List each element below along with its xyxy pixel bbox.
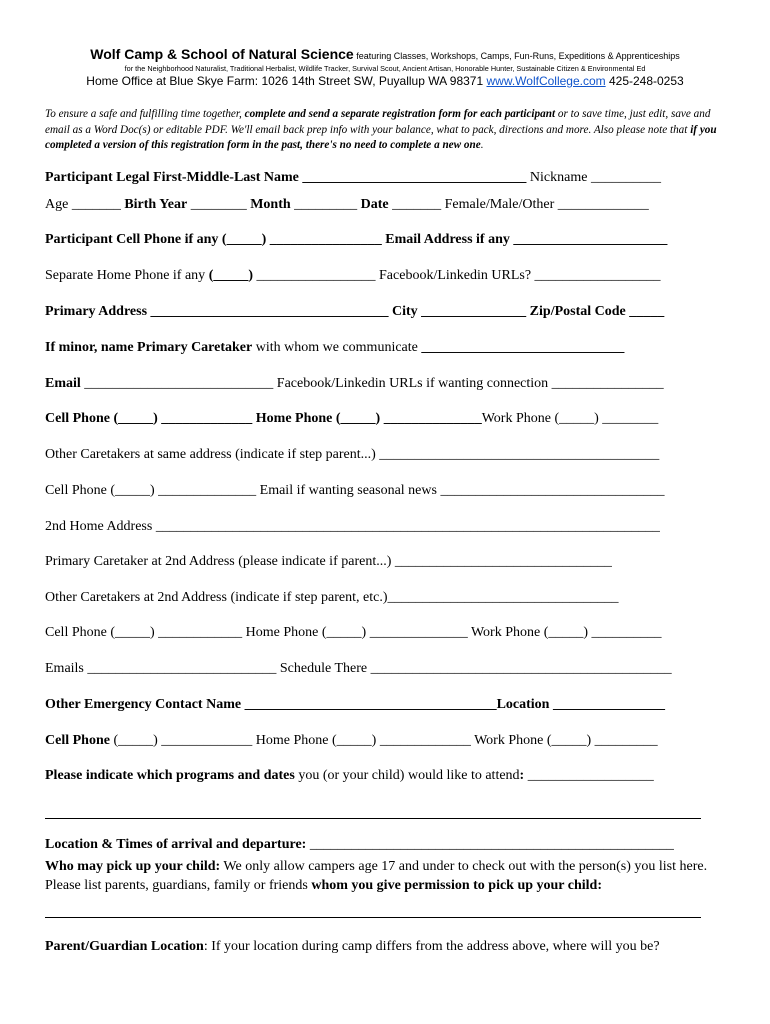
participant-name-row[interactable] (45, 170, 661, 186)
org-subtitle: for the Neighborhood Naturalist, Traditional Herbalist, Wildlife Tracker, Survival Scout, Ancient Artisan, Honorable Hunter, Sustainable Citizen & Environmental Ed (124, 64, 646, 73)
arrival-departure-row[interactable] (45, 837, 674, 853)
primary-address-field[interactable]: Primary Address __________________________________ City _______________ Zip/Postal Code _____ (45, 304, 665, 319)
caretaker-email-social-field[interactable]: ___________________________ Facebook/Linkedin URLs if wanting connection ________________ (80, 376, 664, 391)
arrival-departure-label: Location & Times of arrival and departure: (45, 837, 307, 852)
emergency-phones-row[interactable] (45, 733, 658, 749)
programs-text: you (or your child) would like to attend (294, 768, 520, 783)
date-label: Date (360, 197, 389, 212)
org-name: Wolf Camp & School of Natural Science (90, 46, 354, 62)
primary-address-row[interactable] (45, 304, 664, 320)
programs-continuation-line[interactable] (45, 818, 701, 819)
parent-location-question: If your location during camp differs from the address above, where will you be? (207, 939, 660, 954)
programs-colon: : (519, 768, 525, 783)
website-link[interactable]: www.WolfCollege.com (486, 74, 606, 88)
age-birth-row[interactable] (45, 197, 649, 213)
office-address: Home Office at Blue Skye Farm: 1026 14th Street SW, Puyallup WA 98371 (86, 74, 487, 88)
second-home-address-row[interactable]: 2nd Home Address ________________________________________________________________________ (45, 519, 660, 534)
month-field[interactable]: _________ (290, 197, 361, 212)
month-label: Month (250, 197, 291, 212)
parent-location-row (45, 939, 660, 955)
other-caretakers-contact-row[interactable]: Cell Phone (_____) ______________ Email if wanting seasonal news ________________________________ (45, 483, 665, 498)
date-gender-field[interactable]: _______ Female/Male/Other _____________ (388, 197, 649, 212)
primary-caretaker-label: If minor, name Primary Caretaker (45, 340, 253, 355)
emergency-phones-field[interactable]: (_____) _____________ Home Phone (_____) _____________ Work Phone (_____) _________ (109, 733, 658, 748)
parent-location-colon: : (203, 939, 208, 954)
second-address-phones-row[interactable]: Cell Phone (_____) ____________ Home Phone (_____) ______________ Work Phone (_____) __________ (45, 625, 662, 640)
home-phone-area-code[interactable]: (_____) (208, 268, 254, 283)
org-offerings: featuring Classes, Workshops, Camps, Fun-Runs, Expeditions & Apprenticeships (353, 51, 680, 61)
intro-text-2: or to save time, just edit, save and email as a Word Doc(s) or editable PDF. We'll email back prep info with your balance, what to pack, directions and more. Also please note that (45, 108, 711, 136)
office-phone: 425-248-0253 (605, 74, 684, 88)
caretaker-phones-row[interactable] (45, 411, 658, 427)
home-phone-social-field[interactable]: _________________ Facebook/Linkedin URLs? __________________ (253, 268, 661, 283)
home-phone-social-row[interactable] (45, 268, 661, 284)
primary-caretaker-text: with whom we communicate (252, 340, 422, 355)
birth-year-field[interactable]: ________ (187, 197, 251, 212)
intro-paragraph (45, 107, 735, 154)
letterhead-title-line (0, 46, 770, 64)
caretaker-work-phone-field[interactable]: Work Phone (_____) ________ (481, 411, 659, 426)
parent-location-label: Parent/Guardian Location (45, 939, 204, 954)
second-address-primary-caretaker-row[interactable]: Primary Caretaker at 2nd Address (please indicate if parent...) _______________________________ (45, 554, 612, 569)
nickname-field[interactable]: Nickname __________ (526, 170, 661, 185)
emergency-contact-field[interactable]: Other Emergency Contact Name ____________________________________Location ________________ (45, 697, 665, 712)
programs-row[interactable] (45, 768, 654, 784)
caretaker-email-label: Email (45, 376, 81, 391)
second-address-emails-row[interactable]: Emails ___________________________ Schedule There ___________________________________________ (45, 661, 672, 676)
programs-field[interactable]: __________________ (524, 768, 654, 783)
pickup-label: Who may pick up your child: (45, 859, 221, 874)
caretaker-email-row[interactable] (45, 376, 664, 392)
home-phone-label: Separate Home Phone if any (45, 268, 209, 283)
other-caretakers-row[interactable]: Other Caretakers at same address (indicate if step parent...) ________________________________________ (45, 447, 660, 462)
second-address-other-caretakers-row[interactable]: Other Caretakers at 2nd Address (indicate if step parent, etc.)_________________________________ (45, 590, 619, 605)
emergency-contact-row[interactable] (45, 697, 665, 713)
participant-phone-email-row[interactable] (45, 232, 667, 248)
age-field[interactable]: Age _______ (45, 197, 125, 212)
pickup-answer-line[interactable] (45, 917, 701, 918)
intro-text-1: To ensure a safe and fulfilling time together, (45, 108, 245, 120)
primary-caretaker-field[interactable]: _____________________________ (421, 340, 625, 355)
intro-emphasis-2: if you completed a version of this registration form in the past, there's no need to complete a new one (45, 123, 717, 151)
pickup-paragraph (45, 857, 720, 895)
emergency-cell-label: Cell Phone (45, 733, 110, 748)
participant-name-field[interactable]: Participant Legal First-Middle-Last Name ________________________________ (45, 170, 527, 185)
participant-phone-email-field[interactable]: Participant Cell Phone if any (_____) ________________ Email Address if any ______________________ (45, 232, 668, 247)
birth-year-label: Birth Year (124, 197, 188, 212)
caretaker-cell-home-field[interactable]: Cell Phone (_____) _____________ Home Phone (_____) ______________ (45, 411, 482, 426)
pickup-text: We only allow campers age 17 and under to check out with the person(s) you list here. Please list parents, guardians, family or friends (45, 859, 708, 893)
arrival-departure-field[interactable]: ____________________________________________________ (306, 837, 674, 852)
contact-line (0, 74, 770, 88)
programs-label: Please indicate which programs and dates (45, 768, 295, 783)
intro-emphasis-1: complete and send a separate registration form for each participant (244, 108, 556, 120)
intro-text-3: . (480, 139, 484, 151)
primary-caretaker-row[interactable] (45, 340, 624, 356)
pickup-emphasis: whom you give permission to pick up your child: (311, 878, 602, 893)
